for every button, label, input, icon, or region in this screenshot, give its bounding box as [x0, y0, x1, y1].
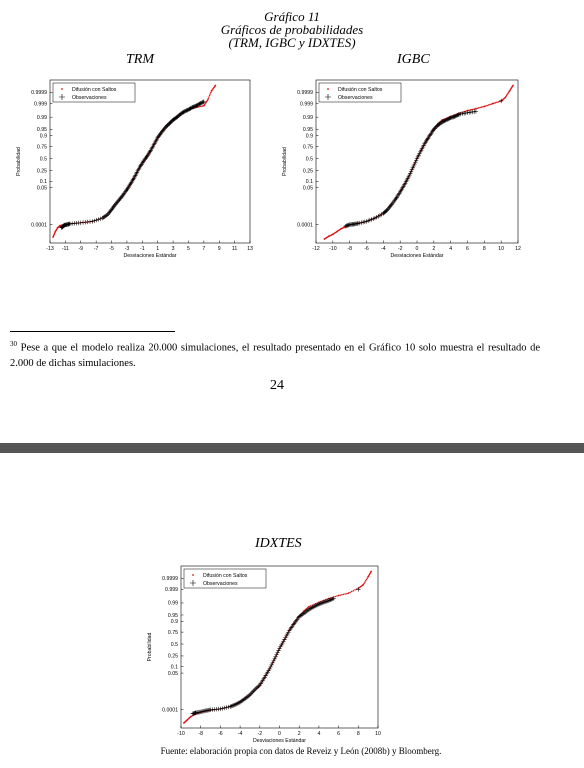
- page-separator: [0, 443, 584, 453]
- y-tick-label: 0.25: [167, 653, 178, 660]
- simulation-point: [486, 105, 488, 107]
- simulation-point: [483, 106, 485, 108]
- y-tick-label: 0.99: [302, 114, 313, 121]
- y-axis-label: Probabilidad: [282, 147, 288, 176]
- x-tick-label: 4: [449, 246, 453, 252]
- x-tick-label: 5: [187, 246, 190, 252]
- y-tick-label: 0.999: [300, 101, 313, 108]
- caption-line-3: (TRM, IGBC y IDXTES): [228, 35, 356, 50]
- x-tick-label: 6: [337, 731, 341, 737]
- plot-frame: [50, 80, 250, 243]
- simulation-point: [512, 85, 514, 87]
- observation-point: [222, 706, 226, 710]
- x-tick-label: -10: [177, 731, 185, 737]
- y-tick-label: 0.05: [167, 670, 178, 677]
- footnote-rule: [10, 331, 175, 332]
- x-tick-label: 10: [498, 246, 505, 252]
- simulation-point: [495, 102, 497, 104]
- x-tick-label: -6: [218, 731, 223, 737]
- y-tick-label: 0.9: [170, 619, 178, 626]
- x-tick-label: 12: [515, 246, 521, 252]
- legend-dot-icon: [61, 88, 63, 90]
- observation-point: [224, 705, 228, 709]
- simulation-point: [485, 105, 487, 107]
- x-tick-label: 2: [432, 246, 436, 252]
- chart-igbc: [280, 68, 530, 268]
- observation-point: [269, 663, 273, 667]
- simulation-point: [463, 111, 465, 113]
- y-tick-label: 0.95: [36, 127, 47, 134]
- x-tick-label: -6: [364, 246, 369, 252]
- x-tick-label: 8: [356, 731, 360, 737]
- observation-point: [226, 705, 230, 709]
- x-tick-label: -5: [109, 246, 114, 252]
- observation-point: [96, 217, 100, 221]
- panel-title-igbc: IGBC: [397, 52, 430, 67]
- x-tick-label: -8: [198, 731, 204, 737]
- y-tick-label: 0.9: [305, 133, 313, 140]
- series-observations: [191, 587, 361, 716]
- footnote-text: Pese a que el modelo realiza 20.000 simulaciones, el resultado presentado en el Gráfico 10 solo muestra el resultado de 2.000 de dichas simulaciones.: [10, 342, 540, 369]
- simulation-point: [349, 592, 351, 594]
- series-observations: [59, 100, 206, 230]
- x-tick-label: 7: [202, 246, 206, 252]
- y-tick-label: 0.9: [39, 133, 47, 140]
- legend-dot-icon: [192, 574, 194, 576]
- simulation-point: [339, 594, 341, 596]
- simulation-point: [354, 589, 356, 591]
- simulation-point: [370, 571, 372, 573]
- y-tick-label: 0.1: [305, 179, 313, 186]
- observation-point: [90, 219, 94, 223]
- panel-title-trm: TRM: [126, 52, 154, 67]
- series-simulation: [183, 571, 372, 724]
- simulation-point: [351, 591, 353, 593]
- simulation-point: [493, 102, 495, 104]
- y-axis-label: Probabilidad: [147, 632, 153, 662]
- x-tick-label: 8: [482, 246, 486, 252]
- figure-caption: [142, 10, 442, 49]
- caption-line-1: Gráfico 11: [264, 9, 320, 24]
- x-tick-label: 10: [375, 731, 381, 737]
- x-tick-label: 6: [466, 246, 469, 252]
- observation-point: [92, 219, 96, 223]
- chart-trm: [10, 68, 260, 268]
- x-tick-label: -1: [139, 246, 145, 252]
- y-tick-label: 0.95: [167, 612, 178, 619]
- legend-label-simulation: Difusión con Saltos: [338, 87, 383, 93]
- source-note: Fuente: elaboración propia con datos de Reveiz y León (2008b) y Bloomberg.: [160, 746, 442, 756]
- simulation-point: [365, 580, 367, 582]
- x-tick-label: -3: [124, 246, 130, 252]
- y-tick-label: 0.0001: [162, 707, 178, 714]
- x-tick-label: 4: [317, 731, 321, 737]
- simulation-point: [346, 593, 348, 595]
- y-tick-label: 0.0001: [297, 222, 313, 229]
- x-tick-label: 3: [171, 246, 175, 252]
- y-tick-label: 0.5: [305, 156, 313, 163]
- x-tick-label: -2: [257, 731, 263, 737]
- x-tick-label: 2: [297, 731, 301, 737]
- simulation-point: [343, 594, 345, 596]
- x-tick-label: -7: [93, 246, 99, 252]
- observation-point: [218, 707, 222, 711]
- observation-point: [270, 661, 274, 665]
- y-tick-label: 0.75: [167, 629, 178, 636]
- simulation-point: [353, 590, 355, 592]
- plot-frame: [316, 80, 518, 243]
- panel-title-idxtes: IDXTES: [255, 536, 302, 551]
- simulation-point: [477, 108, 479, 110]
- simulation-point: [335, 596, 337, 598]
- simulation-point: [496, 102, 498, 104]
- simulation-point: [481, 106, 483, 108]
- y-tick-label: 0.1: [170, 664, 178, 671]
- y-tick-label: 0.999: [165, 587, 178, 594]
- x-tick-label: -8: [347, 246, 352, 252]
- y-tick-label: 0.5: [170, 641, 178, 648]
- simulation-point: [341, 594, 343, 596]
- observation-point: [228, 704, 232, 708]
- simulation-point: [208, 96, 210, 98]
- x-tick-label: 0: [278, 731, 281, 737]
- simulation-point: [498, 101, 500, 103]
- y-tick-label: 0.99: [36, 114, 47, 121]
- legend-label-observations: Observaciones: [72, 95, 107, 101]
- y-tick-label: 0.9999: [31, 90, 47, 97]
- simulation-point: [348, 592, 350, 594]
- legend-dot-icon: [327, 88, 329, 90]
- x-tick-label: -2: [397, 246, 403, 252]
- simulation-point: [338, 595, 340, 597]
- observation-point: [252, 688, 256, 692]
- y-tick-label: 0.25: [36, 168, 47, 175]
- y-tick-label: 0.5: [39, 156, 47, 163]
- footnote: [10, 337, 540, 371]
- simulation-point: [489, 104, 491, 106]
- chart-idxtes: [148, 560, 398, 755]
- simulation-point: [209, 95, 211, 97]
- y-tick-label: 0.95: [302, 127, 313, 134]
- x-tick-label: -13: [46, 246, 54, 252]
- x-tick-label: 13: [247, 246, 253, 252]
- y-tick-label: 0.75: [302, 144, 313, 151]
- simulation-point: [210, 93, 212, 95]
- simulation-point: [471, 109, 473, 111]
- x-tick-label: -4: [381, 246, 386, 252]
- x-axis-label: Desviaciones Estándar: [252, 738, 307, 744]
- y-tick-label: 0.0001: [31, 222, 47, 229]
- x-tick-label: -4: [237, 731, 243, 737]
- simulation-point: [210, 92, 212, 94]
- x-tick-label: -9: [78, 246, 84, 252]
- y-tick-label: 0.25: [302, 168, 313, 175]
- legend: [319, 83, 401, 102]
- y-tick-label: 0.99: [167, 600, 178, 607]
- simulation-point: [366, 579, 368, 581]
- legend-label-observations: Observaciones: [338, 95, 373, 101]
- simulation-point: [207, 99, 209, 101]
- legend-label-simulation: Difusión con Saltos: [203, 573, 248, 579]
- simulation-point: [344, 593, 346, 595]
- simulation-point: [364, 581, 366, 583]
- simulation-point: [488, 104, 490, 106]
- x-tick-label: -12: [312, 246, 320, 252]
- simulation-point: [478, 107, 480, 109]
- y-tick-label: 0.999: [34, 101, 47, 108]
- observation-point: [274, 653, 278, 657]
- y-tick-label: 0.75: [36, 144, 47, 151]
- observation-point: [275, 650, 279, 654]
- x-tick-label: -11: [61, 246, 69, 252]
- x-tick-label: -10: [329, 246, 337, 252]
- legend-label-observations: Observaciones: [203, 581, 238, 587]
- y-tick-label: 0.05: [36, 185, 47, 192]
- simulation-point: [201, 106, 203, 108]
- simulation-point: [492, 103, 494, 105]
- x-tick-label: 1: [156, 246, 160, 252]
- x-axis-label: Desviaciones Estándar: [123, 253, 177, 259]
- simulation-point: [363, 583, 365, 585]
- y-tick-label: 0.05: [302, 185, 313, 192]
- x-tick-label: 0: [415, 246, 419, 252]
- observation-point: [94, 218, 98, 222]
- series-observations: [343, 99, 503, 229]
- observation-point: [326, 599, 330, 603]
- simulation-point: [336, 595, 338, 597]
- legend-label-simulation: Difusión con Saltos: [72, 87, 117, 93]
- simulation-point: [479, 107, 481, 109]
- page-number: 24: [270, 378, 284, 393]
- x-axis-label: Desviaciones Estándar: [390, 253, 444, 259]
- footnote-mark: 30: [10, 340, 17, 348]
- legend: [184, 569, 266, 588]
- x-tick-label: 9: [217, 246, 221, 252]
- simulation-point: [208, 98, 210, 100]
- caption-line-2: Gráficos de probabilidades: [220, 22, 364, 37]
- simulation-point: [214, 85, 216, 87]
- observation-point: [229, 704, 233, 708]
- observation-point: [220, 706, 224, 710]
- y-tick-label: 0.1: [39, 179, 47, 186]
- legend: [53, 83, 135, 102]
- y-axis-label: Probabilidad: [16, 147, 22, 176]
- observation-point: [321, 600, 325, 604]
- series-simulation: [324, 85, 514, 240]
- y-tick-label: 0.9999: [297, 90, 313, 97]
- x-tick-label: 11: [231, 246, 238, 252]
- y-tick-label: 0.9999: [162, 576, 178, 583]
